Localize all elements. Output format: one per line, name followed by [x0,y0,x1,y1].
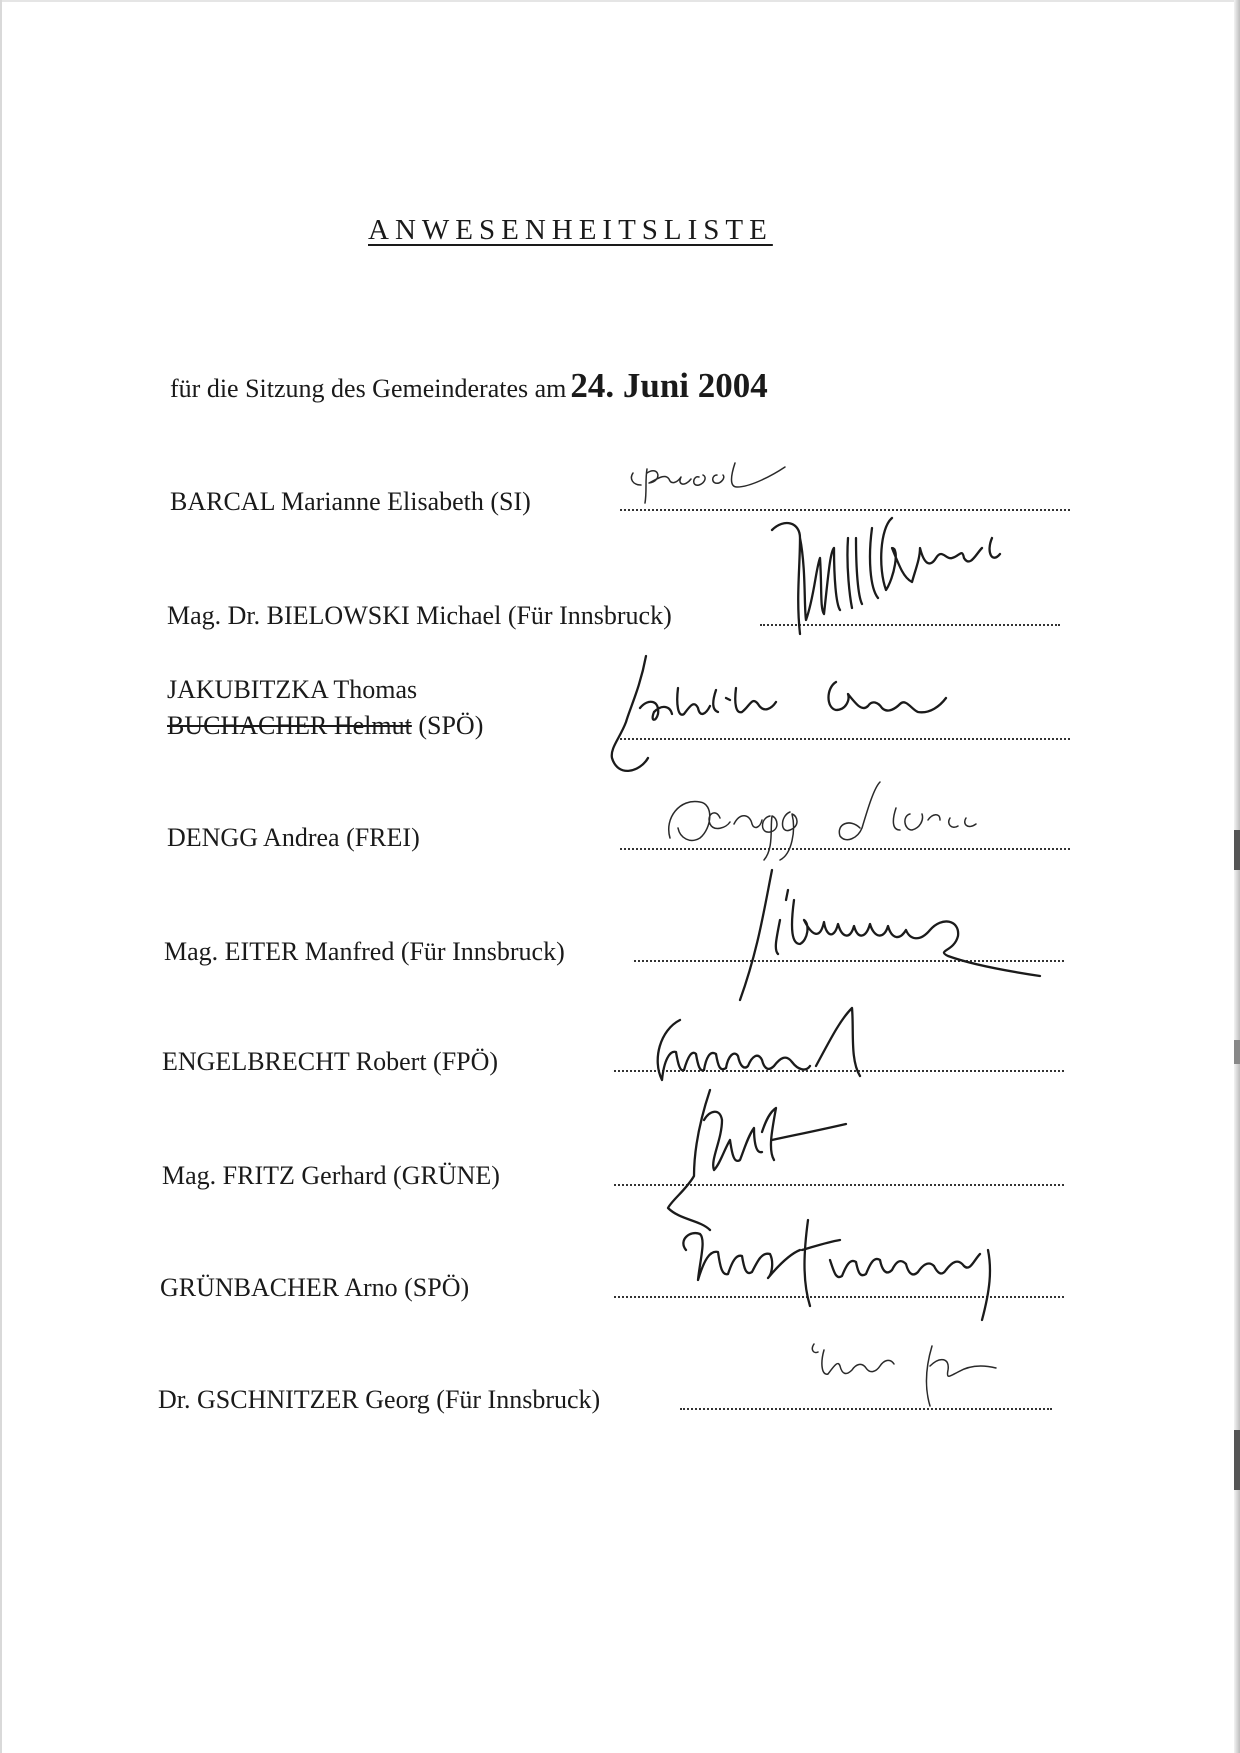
attendee-name: Mag. Dr. BIELOWSKI Michael (Für Innsbruck) [167,601,672,630]
document-title: ANWESENHEITSLISTE [368,214,773,246]
scan-border-top [0,0,1240,2]
scan-mark [1234,830,1240,870]
attendee-name: ENGELBRECHT Robert (FPÖ) [162,1047,499,1076]
scan-mark [1234,1040,1240,1064]
document-subtitle [170,366,768,406]
scan-mark [1234,1430,1240,1490]
attendee-name: JAKUBITZKA Thomas [167,675,418,704]
handwritten-signature [660,768,1100,868]
attendee-name: Mag. EITER Manfred (Für Innsbruck) [164,937,565,966]
handwritten-signature [625,455,825,515]
attendee-name: Mag. FRITZ Gerhard (GRÜNE) [162,1161,500,1190]
attendee-name: Dr. GSCHNITZER Georg (Für Innsbruck) [158,1385,601,1414]
attendee-substitution [167,708,483,744]
subtitle-lead: für die Sitzung des Gemeinderates am [170,374,567,403]
scan-border-left [0,0,2,1753]
handwritten-signature [760,508,1100,648]
struck-name: BUCHACHER Helmut [167,711,412,740]
handwritten-signature [670,1210,1070,1330]
scan-border-right [1234,0,1240,1753]
attendee-name: DENGG Andrea (FREI) [167,823,420,852]
attendee-name: GRÜNBACHER Arno (SPÖ) [160,1273,470,1302]
handwritten-signature [800,1336,1040,1416]
meeting-date: 24. Juni 2004 [570,366,768,405]
attendee-name: BARCAL Marianne Elisabeth (SI) [170,487,531,516]
party-label: (SPÖ) [418,711,484,740]
